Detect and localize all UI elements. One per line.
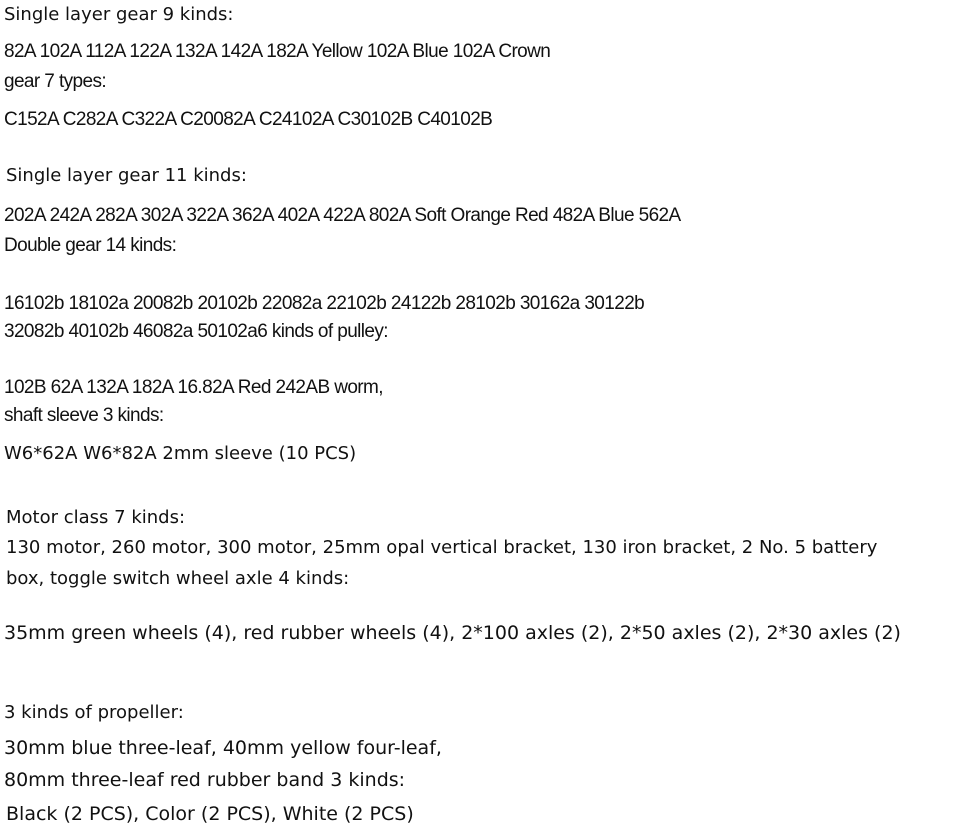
double-gear-heading: Double gear 14 kinds: (4, 235, 177, 256)
wheels-axles-list: 35mm green wheels (4), red rubber wheels (4), 2*100 axles (2), 2*50 axles (2), 2*30 axles (2) (4, 622, 901, 644)
propeller-list-1: 30mm blue three-leaf, 40mm yellow four-leaf, (4, 737, 442, 759)
pulley-list: 102B 62A 132A 182A 16.82A Red 242AB worm, (4, 377, 383, 398)
heading-single-layer-gear-9: Single layer gear 9 kinds: (4, 4, 234, 25)
crown-gear-heading: gear 7 types: (4, 71, 107, 92)
propeller-heading: 3 kinds of propeller: (4, 702, 184, 723)
shaft-sleeve-heading: shaft sleeve 3 kinds: (4, 405, 164, 426)
shaft-sleeve-list: W6*62A W6*82A 2mm sleeve (10 PCS) (4, 443, 357, 464)
single-gear-9-list: 82A 102A 112A 122A 132A 142A 182A Yellow 102A Blue 102A Crown (4, 41, 551, 62)
crown-gear-list: C152A C282A C322A C20082A C24102A C30102B C40102B (4, 109, 493, 130)
motor-class-heading: Motor class 7 kinds: (6, 507, 186, 528)
double-gear-list-2: 32082b 40102b 46082a 50102a6 kinds of pulley: (4, 321, 388, 342)
propeller-list-2: 80mm three-leaf red rubber band 3 kinds: (4, 769, 406, 791)
rubber-band-list: Black (2 PCS), Color (2 PCS), White (2 PCS) (6, 803, 414, 825)
heading-single-layer-gear-11: Single layer gear 11 kinds: (6, 165, 247, 186)
motor-list-2: box, toggle switch wheel axle 4 kinds: (6, 568, 350, 589)
double-gear-list-1: 16102b 18102a 20082b 20102b 22082a 22102b 24122b 28102b 30162a 30122b (4, 293, 645, 314)
single-gear-11-list: 202A 242A 282A 302A 322A 362A 402A 422A 802A Soft Orange Red 482A Blue 562A (4, 205, 681, 226)
motor-list-1: 130 motor, 260 motor, 300 motor, 25mm opal vertical bracket, 130 iron bracket, 2 No. 5 battery (6, 537, 878, 558)
